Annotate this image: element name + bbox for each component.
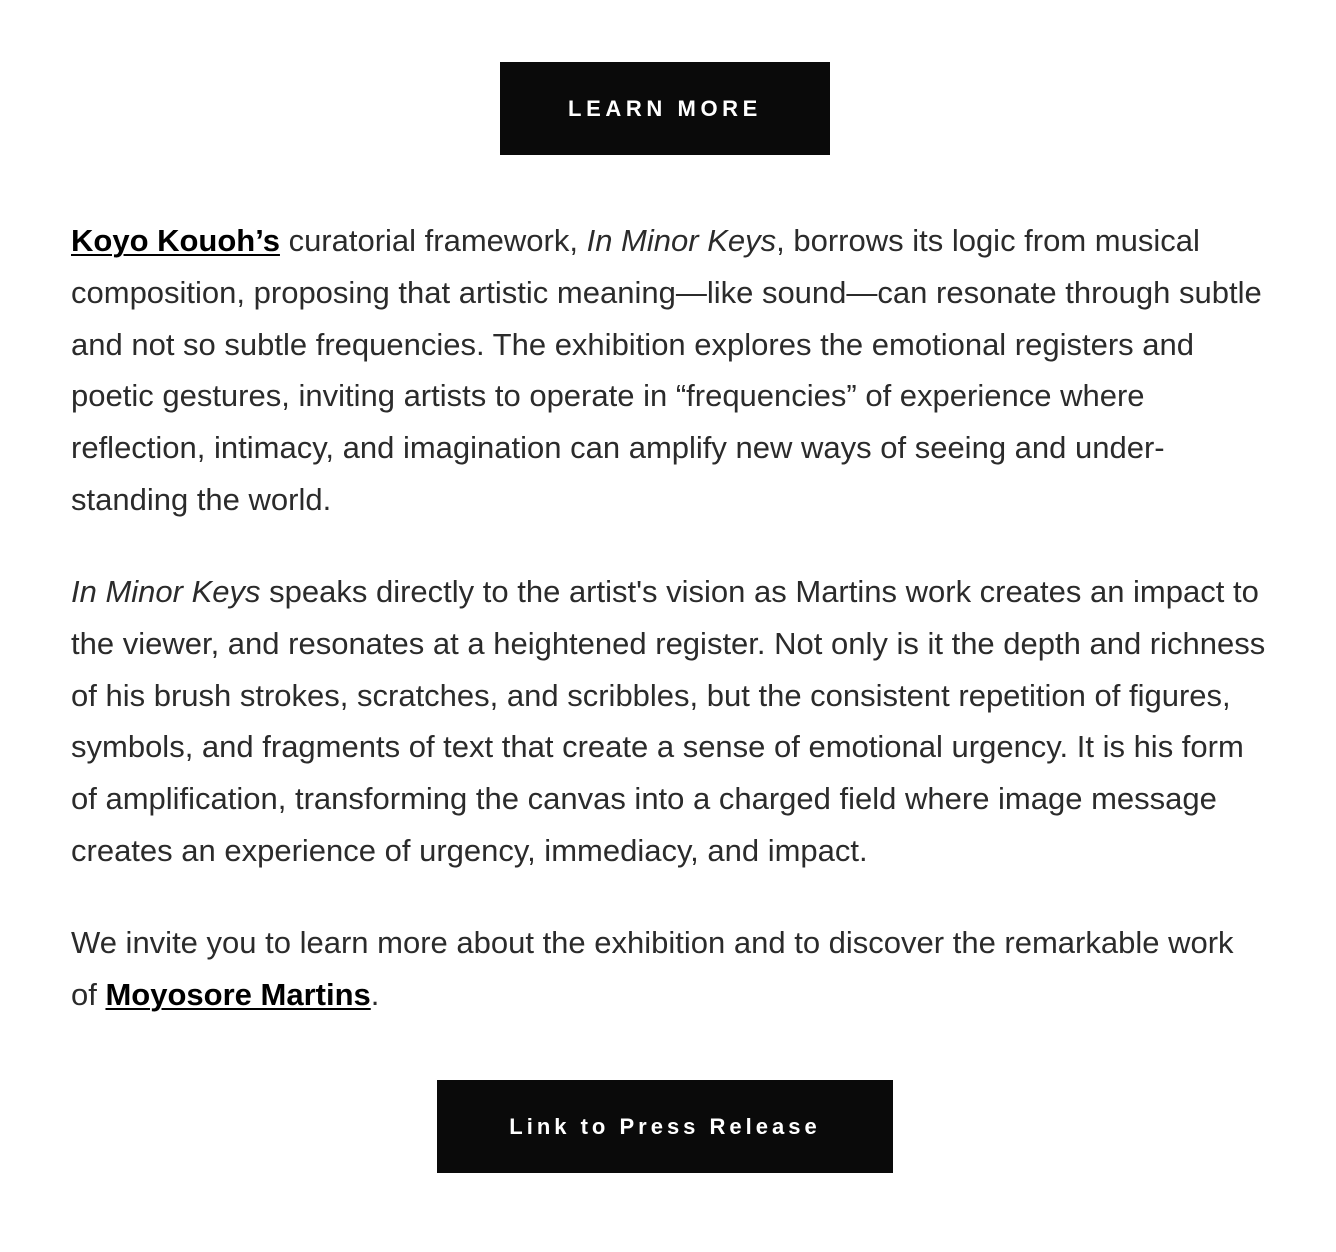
- curator-link[interactable]: Koyo Kouoh’s: [71, 223, 280, 258]
- invite-text-b: .: [370, 976, 380, 1012]
- press-release-button[interactable]: Link to Press Release: [437, 1080, 893, 1173]
- exhibition-title: In Minor Keys: [586, 223, 777, 258]
- invite-text-a: We invite you to learn more about the exhibition and to discover the remarkable work of: [71, 925, 1234, 1012]
- learn-more-button[interactable]: LEARN MORE: [500, 62, 830, 155]
- intro-paragraph: [71, 215, 1266, 526]
- artist-link[interactable]: Moyosore Martins: [105, 976, 371, 1012]
- intro-text-a: curatorial framework,: [279, 223, 587, 258]
- intro-text-b: , borrows its logic from musical composition, proposing that artistic meaning—like sound—can resonate through subtle and not so subtle frequencies. The exhibition explores the emotional registers and poetic gestures, inviting artists to operate in “frequencies” of experience where reflection, intimacy, and imagination can amplify new ways of seeing and understanding the world.: [71, 223, 1262, 517]
- vision-paragraph: [71, 566, 1266, 877]
- exhibition-title: In Minor Keys: [71, 574, 261, 609]
- vision-text: speaks directly to the artist's vision as Martins work creates an impact to the viewer, and resonates at a heightened register. Not only is it the depth and richness of his brush strokes, scratches, and scribbles, but the consistent repetition of figures, symbols, and fragments of text that create a sense of emotional urgency. It is his form of amplification, transforming the canvas into a charged field where image message creates an experience of urgency, immediacy, and impact.: [71, 574, 1266, 868]
- invite-paragraph: [71, 917, 1266, 1021]
